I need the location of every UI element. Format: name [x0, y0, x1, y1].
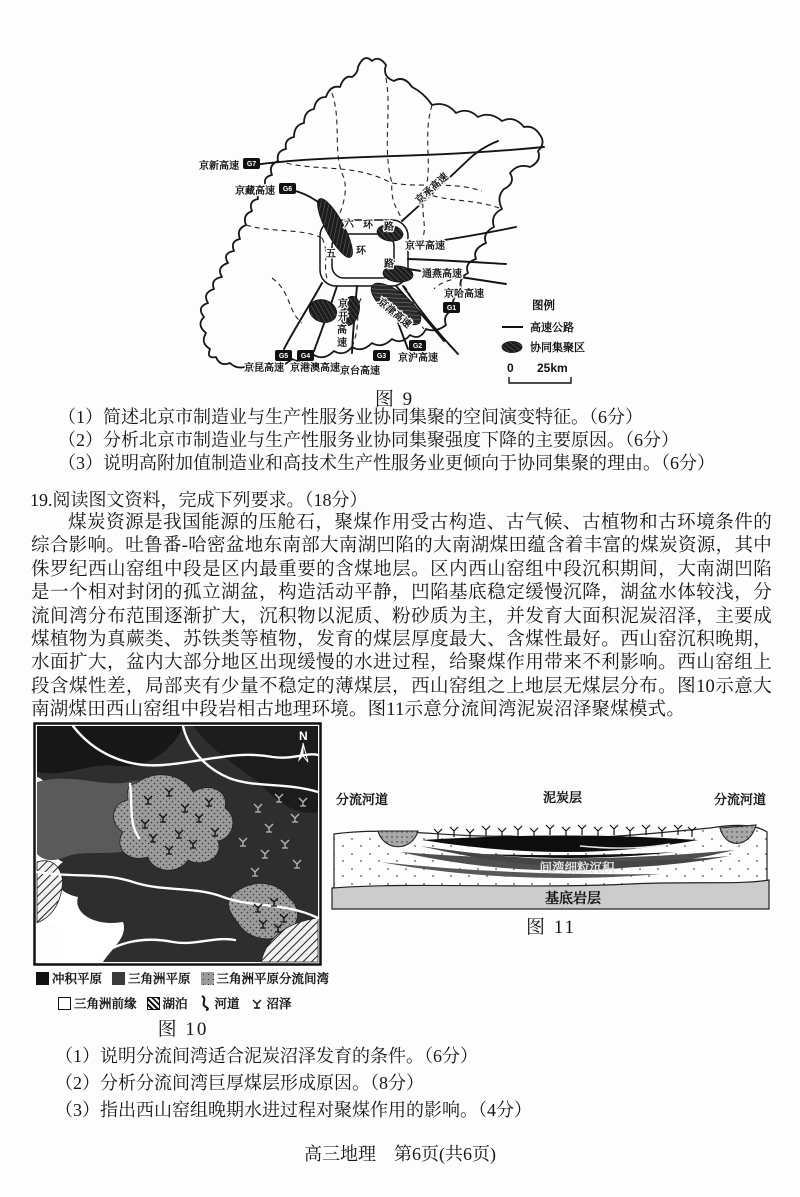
lake-swatch: [147, 997, 160, 1010]
figure9-caption: 图 9: [374, 389, 415, 410]
q19-item-1: （1）说明分流间湾适合泥炭沼泽发育的条件。（6分）: [55, 1046, 478, 1066]
label-jinggangao: 京港澳高速: [290, 363, 340, 374]
svg-text:路: 路: [384, 222, 394, 233]
q18-item-2: （2）分析北京市制造业与生产性服务业协同集聚强度下降的主要原因。（6分）: [58, 430, 679, 450]
label-jingping: 京平高速: [405, 241, 445, 252]
figure10-map: [33, 722, 322, 966]
q18-item-1: （1）简述北京市制造业与生产性服务业协同集聚的空间演变特征。（6分）: [58, 407, 643, 427]
figure10-legend-row1: [36, 969, 346, 987]
figure9-map: [172, 53, 617, 391]
svg-text:G3: G3: [376, 353, 387, 360]
scale-zero: 0: [507, 361, 514, 375]
page-footer: 高三地理 第6页(共6页): [304, 1144, 496, 1164]
q18-item-3: （3）说明高附加值制造业和高技术生产性服务业更倾向于协同集聚的理由。（6分）: [58, 453, 715, 473]
road-tongyan: [408, 259, 506, 264]
north-label: N: [299, 729, 308, 743]
svg-text:开: 开: [338, 312, 348, 323]
label-jingha: 京哈高速: [444, 289, 484, 300]
svg-text:G2: G2: [412, 343, 423, 350]
svg-text:速: 速: [337, 338, 347, 349]
svg-text:高: 高: [337, 325, 347, 336]
road-jingxin: [254, 147, 544, 165]
svg-text:G6: G6: [282, 186, 293, 193]
figure10-legend: [36, 969, 346, 1012]
map-labels: [199, 159, 484, 377]
q19-items-block: [55, 1043, 532, 1124]
cluster-swatch: [502, 342, 522, 353]
label-basement: 基底岩层: [545, 890, 601, 906]
legend-channel: 河道: [214, 997, 240, 1011]
figure9-legend: [502, 298, 585, 383]
channel-swatch-icon: [198, 995, 212, 1011]
legend-delta-plain: 三角洲平原: [128, 972, 191, 986]
scale-bar: [509, 377, 571, 383]
beijing-boundary: [200, 58, 542, 367]
svg-text:五: 五: [326, 249, 336, 260]
figure10-legend-row2: [58, 994, 346, 1012]
legend-road-label: 高速公路: [530, 322, 574, 334]
label-jingxin: 京新高速: [199, 161, 239, 172]
label-jinghu: 京沪高速: [398, 353, 438, 364]
badge-g3: [373, 350, 390, 361]
svg-text:环: 环: [363, 220, 373, 231]
q19-paragraph: 煤炭资源是我国能源的压舱石，聚煤作用受古构造、古气候、古植物和古环境条件的综合影响。吐鲁番-哈密盆地东南部大南湖凹陷的大南湖煤田蕴含着丰富的煤炭资源，其中侏罗纪西山窑组中段是区内最重要的含煤地层。区内西山窑组中段沉积期间，大南湖凹陷是一个相对封闭的孤立湖盆，构造活动平静，凹陷基底稳定缓慢沉降，湖盆水体较浅，分流间湾分布范围逐渐扩大，沉积物以泥质、粉砂质为主，并发育大面积泥炭沼泽，主要成煤植物为真蕨类、苏铁类等植物，发育的煤层厚度最大、含煤性最好。西山窑沉积晚期，水面扩大，盆内大部分地区出现缓慢的水进过程，给聚煤作用带来不利影响。西山窑组上段含煤性差，局部夹有少量不稳定的薄煤层，西山窑组之上地层无煤层分布。图10示意大南湖煤田西山窑组中段岩相古地理环境。图11示意分流间湾泥炭沼泽聚煤模式。: [31, 513, 772, 721]
q19-item-3: （3）指出西山窑组晚期水进过程对聚煤作用的影响。（4分）: [55, 1100, 532, 1120]
svg-text:G7: G7: [246, 161, 257, 168]
figure11-section: [330, 790, 772, 910]
scale-distance: 25km: [537, 361, 568, 375]
svg-text:六: 六: [344, 219, 354, 230]
svg-text:京: 京: [338, 299, 348, 310]
swamp-swatch-icon: [250, 996, 264, 1010]
label-channel-left: 分流河道: [336, 792, 389, 807]
label-channel-right: 分流河道: [714, 792, 767, 807]
label-peat: 泥炭层: [543, 790, 583, 805]
label-interbay: 间湾细粒沉积: [539, 861, 615, 875]
legend-lake: 湖泊: [162, 997, 188, 1011]
legend-title: 图例: [532, 300, 555, 312]
q19-item-2: （2）分析分流间湾巨厚煤层形成原因。（8分）: [55, 1073, 424, 1093]
q19-header: 19.阅读图文资料，完成下列要求。（18分）: [30, 490, 368, 510]
legend-interdistributary-bay: 三角洲平原分流间湾: [216, 972, 330, 986]
badge-g4: [297, 350, 314, 361]
district-boundaries: [246, 78, 502, 347]
label-jingjin: 京津高速: [375, 296, 413, 331]
badge-g1: [443, 302, 460, 313]
label-ring5: [326, 244, 394, 270]
alluvial-plain-swatch: [36, 972, 49, 985]
figure11-caption: 图 11: [525, 917, 577, 938]
badge-g6: [279, 183, 296, 194]
svg-text:G5: G5: [278, 353, 289, 360]
label-jingtai: 京台高速: [340, 366, 380, 377]
figure10-caption: 图 10: [157, 1019, 209, 1040]
svg-text:环: 环: [356, 246, 366, 257]
label-jingcheng: 京承高速: [413, 171, 451, 207]
legend-alluvial-plain: 冲积平原: [52, 972, 103, 986]
interdistributary-bay-swatch: [201, 972, 214, 985]
q18-block: [58, 406, 715, 475]
label-tongyan: 通燕高速: [422, 269, 462, 280]
badge-g5: [275, 350, 292, 361]
legend-delta-front: 三角洲前缘: [74, 997, 137, 1011]
delta-front-swatch: [58, 997, 71, 1010]
label-jingkun: 京昆高速: [244, 363, 284, 374]
legend-swamp: 沼泽: [266, 997, 292, 1011]
svg-text:G1: G1: [446, 305, 457, 312]
label-jingzang: 京藏高速: [235, 186, 275, 197]
badge-g7: [243, 158, 260, 169]
svg-text:路: 路: [384, 259, 394, 270]
svg-text:G4: G4: [300, 353, 311, 360]
delta-plain-swatch: [112, 972, 125, 985]
badge-g2: [409, 340, 426, 351]
legend-cluster-label: 协同集聚区: [530, 342, 585, 354]
